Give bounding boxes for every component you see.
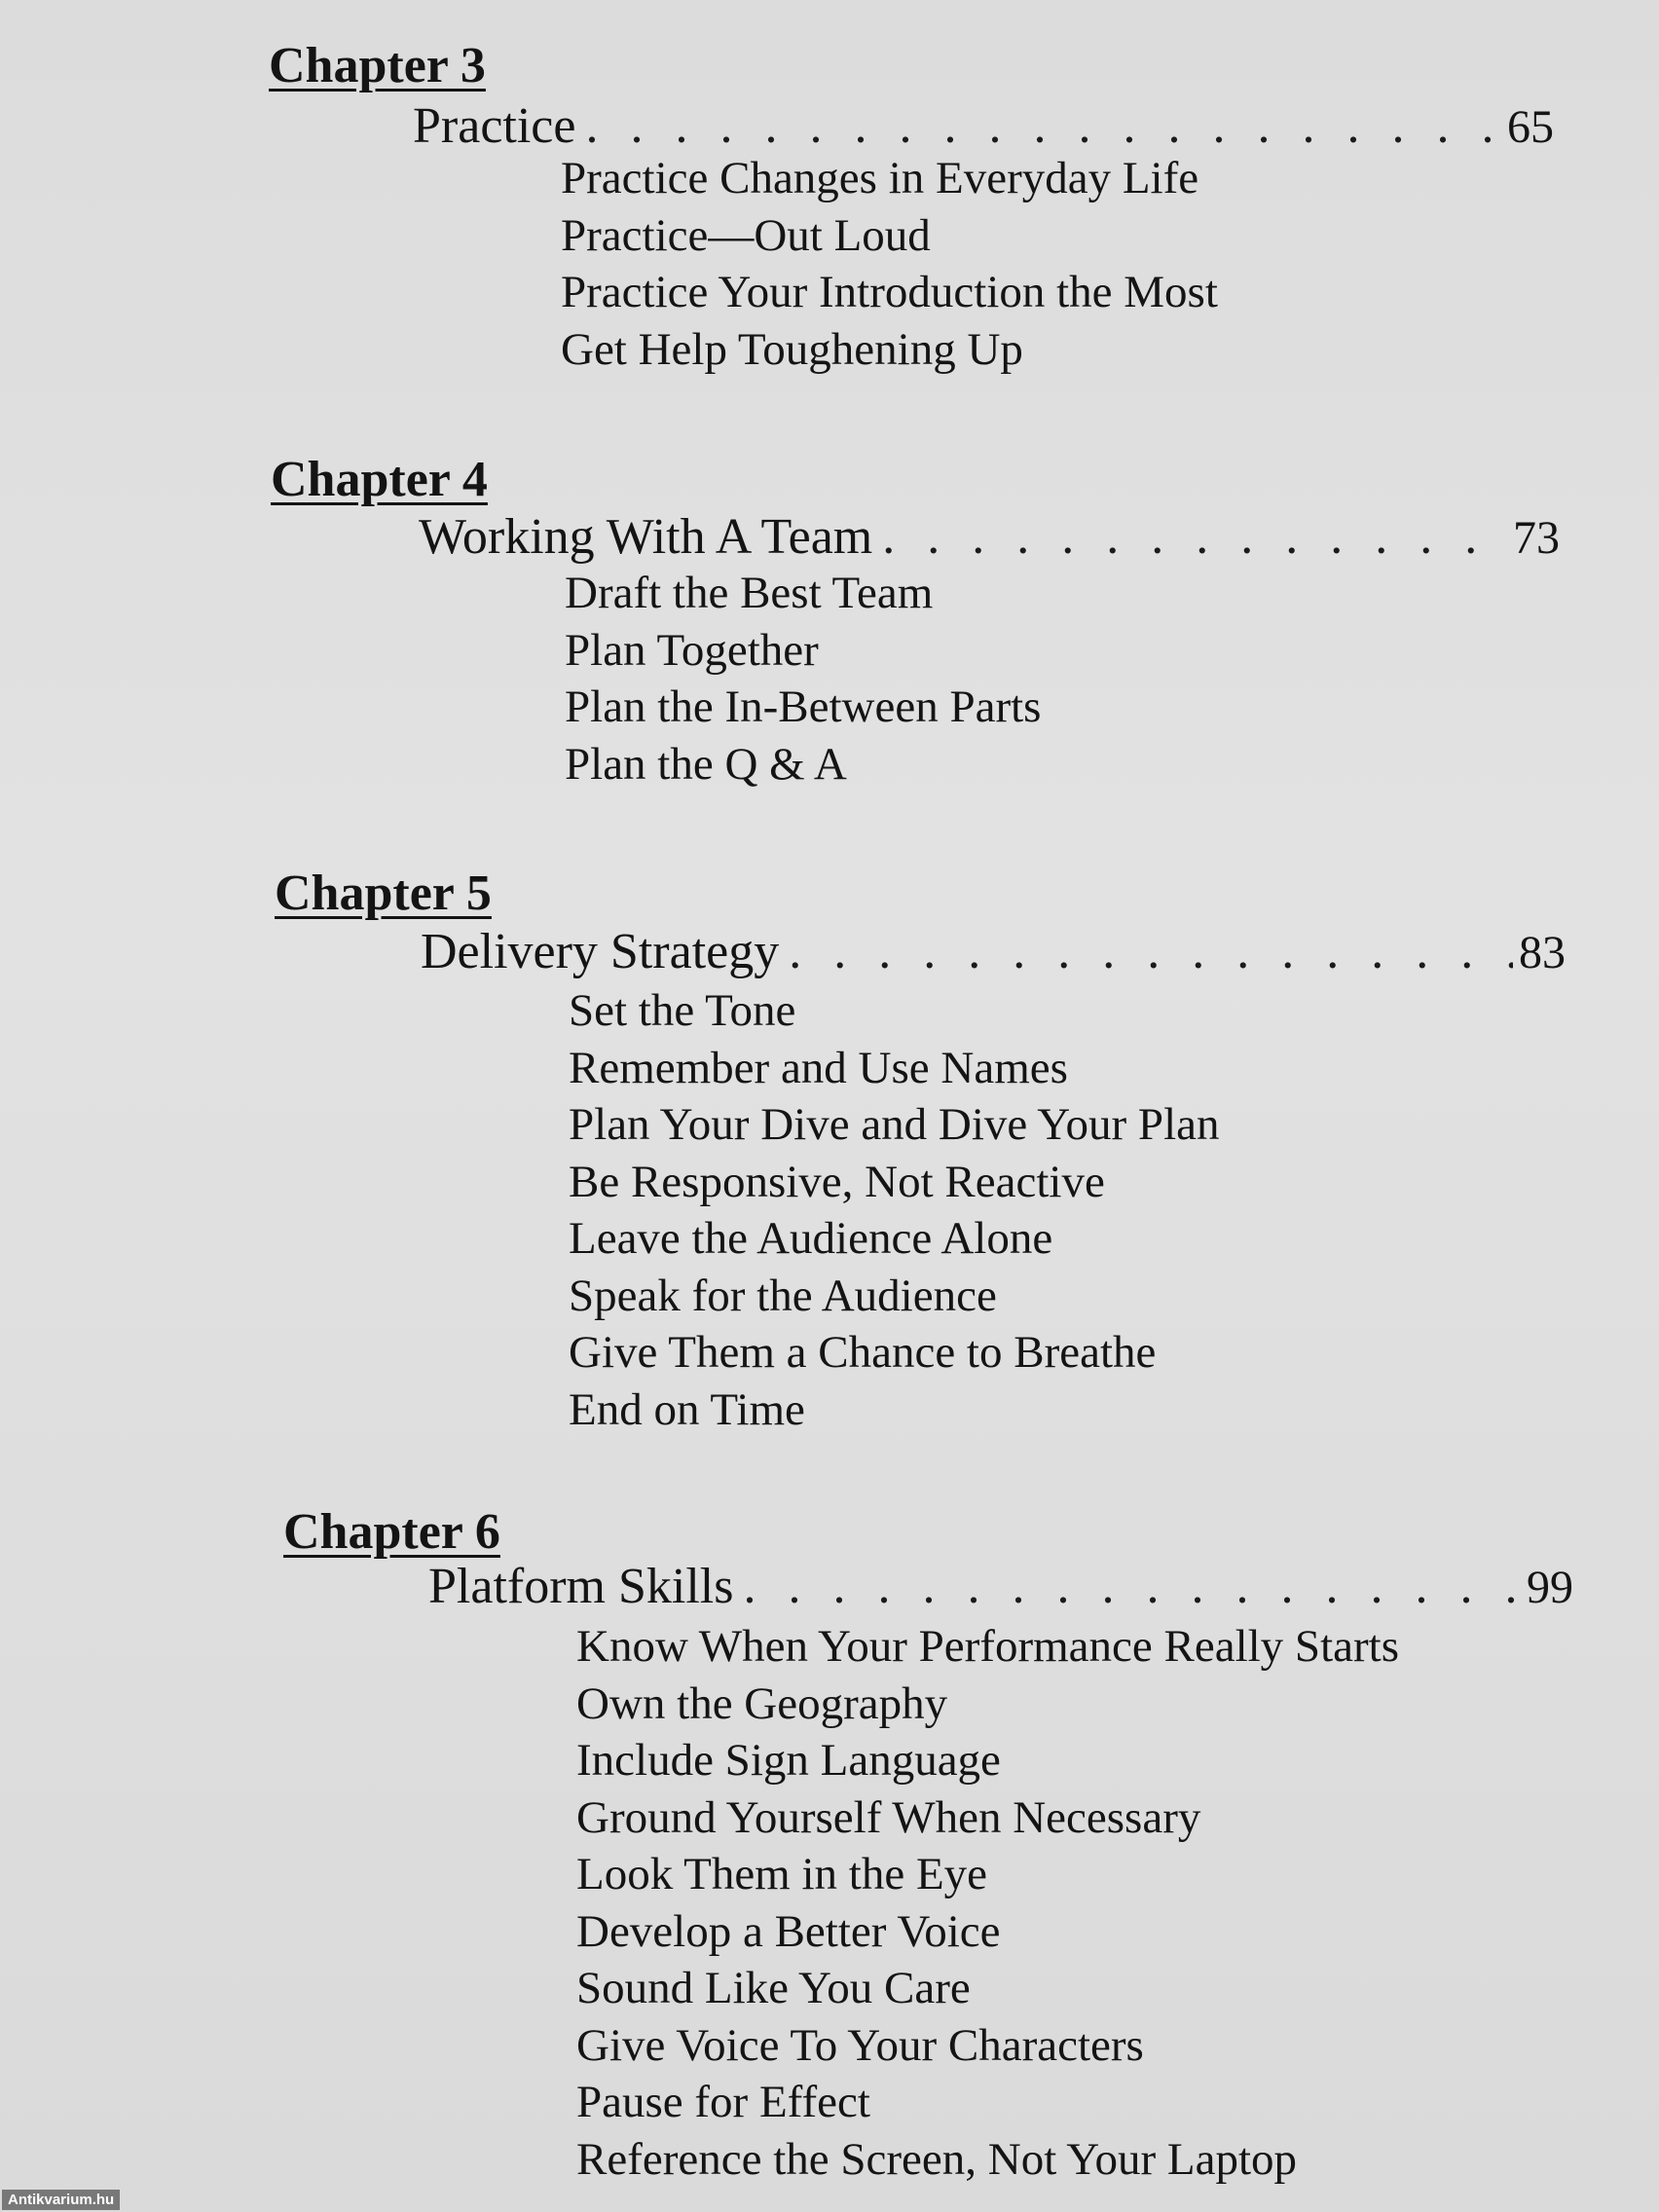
- section-item: Plan the In-Between Parts: [565, 682, 1042, 732]
- section-item: Include Sign Language: [576, 1735, 1001, 1786]
- section-item: Remember and Use Names: [569, 1042, 1068, 1093]
- section-item: Look Them in the Eye: [576, 1849, 988, 1899]
- dot-leader: [882, 512, 1507, 563]
- section-item: Reference the Screen, Not Your Laptop: [576, 2133, 1298, 2185]
- chapter-4-entry: [419, 509, 1560, 565]
- dot-leader: [789, 927, 1513, 977]
- chapter-3-section-list: [561, 150, 1218, 378]
- chapter-6-heading: Chapter 6: [283, 1504, 500, 1560]
- section-item: Get Help Toughening Up: [561, 323, 1023, 375]
- chapter-5-title: Delivery Strategy: [421, 924, 780, 979]
- chapter-5-entry: [421, 924, 1566, 979]
- watermark: Antikvarium.hu: [2, 2190, 120, 2210]
- chapter-3-heading: Chapter 3: [269, 38, 486, 93]
- chapter-3-entry: [413, 98, 1554, 154]
- section-item: Leave the Audience Alone: [569, 1213, 1053, 1264]
- chapter-6-section-list: [576, 1618, 1399, 2188]
- section-item: Plan Your Dive and Dive Your Plan: [569, 1099, 1220, 1150]
- section-item: Practice Your Introduction the Most: [561, 267, 1218, 317]
- section-item: Plan the Q & A: [565, 738, 847, 790]
- section-item: Draft the Best Team: [565, 568, 934, 618]
- section-item: Sound Like You Care: [576, 1963, 971, 2013]
- chapter-6-entry: [428, 1559, 1573, 1614]
- section-item: Set the Tone: [569, 985, 796, 1036]
- chapter-6-page-number: 99: [1527, 1562, 1573, 1613]
- chapter-4-title: Working With A Team: [419, 509, 873, 565]
- section-item: Own the Geography: [576, 1677, 948, 1729]
- chapter-4-heading: Chapter 4: [271, 452, 488, 507]
- section-item: Pause for Effect: [576, 2077, 870, 2127]
- dot-leader: [585, 101, 1501, 152]
- section-item: Speak for the Audience: [569, 1270, 997, 1321]
- section-item: Develop a Better Voice: [576, 1905, 1001, 1957]
- chapter-3-title: Practice: [413, 98, 576, 154]
- section-item: Be Responsive, Not Reactive: [569, 1156, 1105, 1207]
- chapter-5-heading: Chapter 5: [275, 866, 492, 921]
- chapter-3-page-number: 65: [1507, 101, 1554, 153]
- section-item: Practice—Out Loud: [561, 209, 931, 261]
- section-item: Plan Together: [565, 624, 819, 676]
- section-item: Practice Changes in Everyday Life: [561, 153, 1199, 203]
- section-item: Ground Yourself When Necessary: [576, 1791, 1201, 1843]
- section-item: Know When Your Performance Really Starts: [576, 1621, 1399, 1672]
- chapter-4-page-number: 73: [1513, 512, 1560, 564]
- chapter-6-title: Platform Skills: [428, 1559, 734, 1614]
- section-item: Give Voice To Your Characters: [576, 2019, 1144, 2071]
- section-item: Give Them a Chance to Breathe: [569, 1327, 1157, 1378]
- section-item: End on Time: [569, 1383, 805, 1435]
- chapter-5-page-number: 83: [1519, 927, 1566, 978]
- chapter-5-section-list: [569, 982, 1220, 1438]
- dot-leader: [743, 1562, 1521, 1612]
- chapter-4-section-list: [565, 565, 1041, 793]
